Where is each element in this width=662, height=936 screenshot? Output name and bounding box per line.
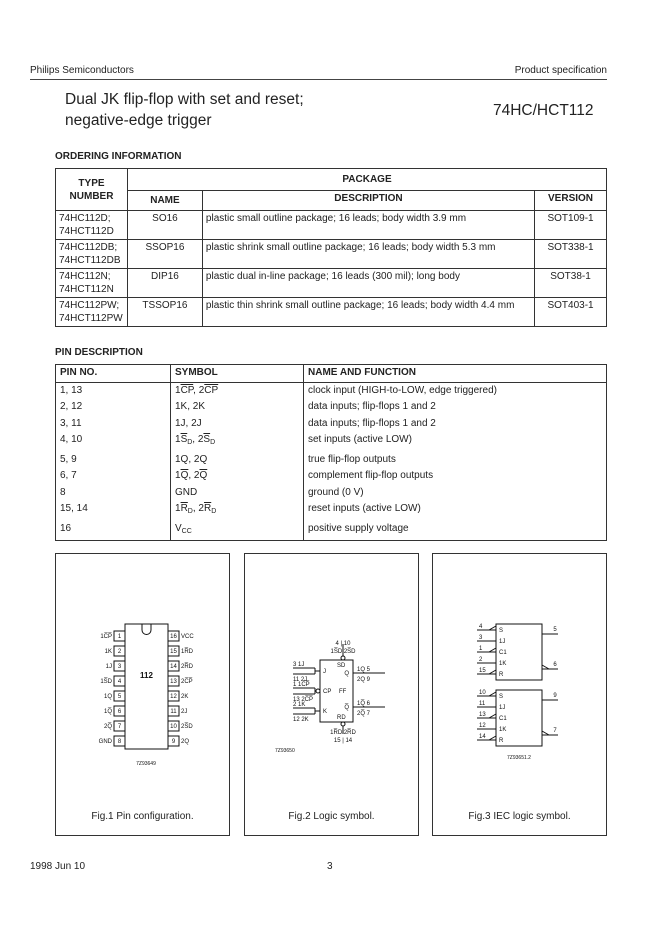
diagram-label: 1S̅D 2S̅D xyxy=(330,649,356,655)
type-number xyxy=(56,269,128,298)
header-rule xyxy=(30,79,607,80)
pin-number: 4 xyxy=(117,679,122,685)
diagram-label: Q̅ xyxy=(344,705,349,711)
pin-label: 1J xyxy=(105,664,112,670)
iec-symbol-diagram xyxy=(433,554,606,804)
table-row xyxy=(56,269,607,298)
symbol-part: $\overline{S}$ xyxy=(203,434,211,445)
pin-function: clock input (HIGH-to-LOW, edge triggered) xyxy=(304,382,607,399)
package-name: TSSOP16 xyxy=(127,298,202,327)
input-label: C1 xyxy=(499,650,507,656)
negation-indicator xyxy=(489,736,496,740)
symbol-part: D xyxy=(187,508,193,515)
diagram-label: 2Q 9 xyxy=(357,677,371,683)
table-row xyxy=(56,485,607,502)
title-line-1: Dual JK flip-flop with set and reset; xyxy=(65,91,304,108)
table-row xyxy=(56,298,607,327)
pin-number: 3, 11 xyxy=(56,416,171,433)
pin-number: 5 xyxy=(117,694,122,700)
fig3-iec-logic-symbol xyxy=(432,553,607,836)
col-version: VERSION xyxy=(535,191,607,211)
table-row xyxy=(56,452,607,469)
col-package: PACKAGE xyxy=(127,169,606,191)
symbol-part: 1K, 2K xyxy=(175,401,206,412)
pin-number: 13 xyxy=(479,712,486,718)
type-hc: 74HC112PW; xyxy=(59,300,120,311)
type-hct: 74HCT112N xyxy=(59,284,114,295)
pin-label: 2S̅D xyxy=(181,724,193,730)
negation-indicator xyxy=(489,626,496,630)
symbol-part: 1 xyxy=(175,434,181,445)
diagram-label: K xyxy=(323,709,328,715)
input-label: S xyxy=(499,694,504,700)
diagram-label: 1Q 5 xyxy=(357,667,371,673)
pin-number: 9 xyxy=(553,693,557,699)
pin-label: 2C̅P̅ xyxy=(181,679,193,685)
pin-number: 5, 9 xyxy=(56,452,171,469)
inversion-circle xyxy=(316,689,320,693)
package-version: SOT109-1 xyxy=(535,211,607,240)
symbol-part: , 2 xyxy=(193,384,205,396)
symbol-part: , 2 xyxy=(188,470,200,481)
package-description: plastic dual in-line package; 16 leads (300 mil); long body xyxy=(202,269,534,298)
ordering-table xyxy=(55,168,607,327)
pin-function: positive supply voltage xyxy=(304,521,607,541)
symbol-part: $\overline{CP}$ xyxy=(204,384,219,396)
table-row xyxy=(56,468,607,485)
symbol-part: 1 xyxy=(175,384,181,396)
negation-indicator xyxy=(489,648,496,652)
symbol-part: $\overline{S}$ xyxy=(180,434,188,445)
pin-number: 14 xyxy=(479,734,486,740)
diagram-label: 4 | 10 xyxy=(335,641,351,647)
pin-symbol xyxy=(171,382,304,399)
symbol-part: D xyxy=(211,508,217,515)
page-number: 3 xyxy=(327,861,333,872)
diagram-label: J xyxy=(323,669,326,675)
figure-code: 7Z93650 xyxy=(275,748,295,754)
package-name: DIP16 xyxy=(127,269,202,298)
pin-label: 2R̅D xyxy=(181,664,194,670)
pin-number: 11 xyxy=(170,709,177,715)
symbol-part: 1 xyxy=(175,503,181,514)
pin-function: reset inputs (active LOW) xyxy=(304,501,607,521)
table-row xyxy=(56,399,607,416)
table-row xyxy=(56,521,607,541)
pin-number: 2, 12 xyxy=(56,399,171,416)
diagram-label: 13 2C̅P̅ xyxy=(293,697,314,703)
input-label: R xyxy=(499,738,504,744)
pin-label: 2K xyxy=(181,694,189,700)
symbol-part: GND xyxy=(175,486,198,498)
type-hct: 74HCT112DB xyxy=(59,255,121,266)
pin-number: 12 xyxy=(170,694,177,700)
chip-body xyxy=(125,624,168,749)
pin-number: 1, 13 xyxy=(56,382,171,399)
package-version: SOT403-1 xyxy=(535,298,607,327)
package-version: SOT338-1 xyxy=(535,240,607,269)
logic-symbol-diagram xyxy=(245,554,418,804)
pin-symbol xyxy=(171,468,304,485)
pin-label: 1C̅P̅ xyxy=(100,634,112,640)
diagram-label: FF xyxy=(339,689,347,695)
fig1-caption: Fig.1 Pin configuration. xyxy=(91,811,194,822)
symbol-part: V xyxy=(175,522,182,534)
pin-label: GND xyxy=(98,739,112,745)
package-name: SSOP16 xyxy=(127,240,202,269)
diagram-label: 12 2K xyxy=(293,717,309,723)
package-description: plastic small outline package; 16 leads; body width 3.9 mm xyxy=(202,211,534,240)
fig2-logic-symbol xyxy=(244,553,419,836)
symbol-part: D xyxy=(210,439,216,446)
pin-number: 3 xyxy=(117,664,122,670)
pin-number: 7 xyxy=(117,724,122,730)
pin-symbol xyxy=(171,501,304,521)
pin-label: 1S̅D xyxy=(100,679,112,685)
diagram-label: 1 1C̅P̅ xyxy=(293,682,310,688)
pin-number: 2 xyxy=(117,649,122,655)
package-description: plastic thin shrink small outline package; 16 leads; body width 4.4 mm xyxy=(202,298,534,327)
fig1-pin-configuration xyxy=(55,553,230,836)
diagram-label: CP xyxy=(323,689,332,695)
pin-number: 14 xyxy=(170,664,177,670)
symbol-part: $\overline{CP}$ xyxy=(180,384,194,396)
pin-number: 10 xyxy=(479,690,486,696)
pin-label: 1Q̅ xyxy=(103,709,112,715)
chip-label: 112 xyxy=(140,671,153,680)
pin-function: true flip-flop outputs xyxy=(304,452,607,469)
negation-indicator xyxy=(489,714,496,718)
diagram-label: 3 1J xyxy=(293,662,305,668)
symbol-part: , 2 xyxy=(192,434,204,445)
pin-number: 16 xyxy=(56,521,171,541)
pin-label: 2J xyxy=(181,709,188,715)
pin-label: 1R̅D xyxy=(181,649,194,655)
symbol-part: D xyxy=(187,439,193,446)
title-line-2: negative-edge trigger xyxy=(65,112,212,129)
type-hc: 74HC112N; xyxy=(59,271,111,282)
pin-number: 16 xyxy=(170,634,177,640)
document-type: Product specification xyxy=(514,65,607,76)
part-number: 74HC/HCT112 xyxy=(493,102,594,119)
diagram-label: 1R̅D 2R̅D xyxy=(330,730,356,736)
pin-number: 9 xyxy=(171,739,176,745)
col-pin: PIN NO. xyxy=(56,365,171,383)
col-function: NAME AND FUNCTION xyxy=(304,365,607,383)
pin-number: 15 xyxy=(170,649,177,655)
input-label: 1K xyxy=(499,727,507,733)
diagram-label: 11 2J xyxy=(293,677,308,683)
pin-diagram xyxy=(56,554,229,804)
ordering-heading: ORDERING INFORMATION xyxy=(55,151,182,162)
type-number xyxy=(56,298,128,327)
pin-number: 1 xyxy=(117,634,122,640)
pin-label: VCC xyxy=(181,634,194,640)
symbol-part: , 2 xyxy=(192,503,204,514)
pin-label: 1Q xyxy=(103,694,112,700)
pin-symbol xyxy=(171,521,304,541)
package-version: SOT38-1 xyxy=(535,269,607,298)
input-label: 1J xyxy=(499,639,506,645)
diagram-label: Q xyxy=(344,671,349,677)
pin-function: data inputs; flip-flops 1 and 2 xyxy=(304,399,607,416)
table-row xyxy=(56,211,607,240)
pin-number: 3 xyxy=(479,635,483,641)
inversion-circle xyxy=(341,656,345,660)
symbol-part: CC xyxy=(181,527,192,535)
input-label: R xyxy=(499,672,504,678)
figure-code: 7Z93649 xyxy=(136,761,156,767)
pin-number: 2 xyxy=(479,657,483,663)
pin-function: data inputs; flip-flops 1 and 2 xyxy=(304,416,607,433)
company-name: Philips Semiconductors xyxy=(30,65,134,76)
package-name: SO16 xyxy=(127,211,202,240)
symbol-part: 1 xyxy=(175,470,181,481)
pin-number: 11 xyxy=(479,701,486,707)
pin-number: 10 xyxy=(170,724,177,730)
pin-number: 13 xyxy=(170,679,177,685)
table-row xyxy=(56,432,607,452)
pin-label: 2Q xyxy=(181,739,190,745)
pin1-notch xyxy=(142,624,151,635)
pin-function: complement flip-flop outputs xyxy=(304,468,607,485)
pin-symbol xyxy=(171,399,304,416)
inversion-circle xyxy=(341,722,345,726)
diagram-label: SD xyxy=(337,663,346,669)
col-type: TYPE NUMBER xyxy=(56,169,128,211)
footer-date: 1998 Jun 10 xyxy=(30,861,86,872)
pin-number: 4 xyxy=(479,624,483,630)
pin-number: 15 xyxy=(479,668,486,674)
type-hc: 74HC112D; xyxy=(59,213,111,224)
diagram-label: RD xyxy=(337,715,346,721)
pin-symbol xyxy=(171,485,304,502)
fig2-caption: Fig.2 Logic symbol. xyxy=(288,811,375,822)
pin-function: set inputs (active LOW) xyxy=(304,432,607,452)
input-label: 1K xyxy=(499,661,507,667)
pin-number: 4, 10 xyxy=(56,432,171,452)
symbol-part: $\overline{Q}$ xyxy=(180,470,189,481)
symbol-part: 1Q, 2Q xyxy=(175,453,208,465)
symbol-part: $\overline{R}$ xyxy=(180,503,188,514)
pin-number: 8 xyxy=(117,739,122,745)
negation-indicator xyxy=(489,670,496,674)
document-title xyxy=(65,89,304,131)
pin-number: 7 xyxy=(553,728,557,734)
table-row xyxy=(56,382,607,399)
input-label: 1J xyxy=(499,705,506,711)
col-symbol: SYMBOL xyxy=(171,365,304,383)
table-row xyxy=(56,240,607,269)
pin-number: 6, 7 xyxy=(56,468,171,485)
type-hct: 74HCT112D xyxy=(59,226,114,237)
diagram-label: 2Q̅ 7 xyxy=(357,711,371,717)
pin-number: 1 xyxy=(479,646,483,652)
pin-number: 8 xyxy=(56,485,171,502)
pin-label: 2Q̅ xyxy=(103,724,112,730)
type-number xyxy=(56,211,128,240)
type-hc: 74HC112DB; xyxy=(59,242,118,253)
negation-indicator xyxy=(542,731,549,735)
table-row xyxy=(56,501,607,521)
pin-label: 1K xyxy=(104,649,112,655)
pin-number: 15, 14 xyxy=(56,501,171,521)
figure-code: 7Z93651.2 xyxy=(507,755,531,761)
pin-number: 6 xyxy=(553,662,557,668)
symbol-part: $\overline{R}$ xyxy=(203,503,212,514)
pin-symbol xyxy=(171,452,304,469)
package-description: plastic shrink small outline package; 16 leads; body width 5.3 mm xyxy=(202,240,534,269)
col-name: NAME xyxy=(127,191,202,211)
symbol-part: $\overline{Q}$ xyxy=(199,470,208,481)
type-hct: 74HCT112PW xyxy=(59,313,123,324)
diagram-label: 2 1K xyxy=(293,702,306,708)
pin-symbol xyxy=(171,416,304,433)
pin-table xyxy=(55,364,607,541)
col-desc: DESCRIPTION xyxy=(202,191,534,211)
pin-number: 6 xyxy=(117,709,122,715)
pin-number: 5 xyxy=(553,627,557,633)
input-label: C1 xyxy=(499,716,507,722)
input-label: S xyxy=(499,628,504,634)
fig3-caption: Fig.3 IEC logic symbol. xyxy=(468,811,571,822)
diagram-label: 15 | 14 xyxy=(333,738,353,744)
table-row xyxy=(56,416,607,433)
pin-number: 12 xyxy=(479,723,486,729)
pin-symbol xyxy=(171,432,304,452)
symbol-part: 1J, 2J xyxy=(175,417,202,429)
pin-heading: PIN DESCRIPTION xyxy=(55,347,143,358)
diagram-label: 1Q̅ 6 xyxy=(357,701,371,707)
negation-indicator xyxy=(489,692,496,696)
pin-function: ground (0 V) xyxy=(304,485,607,502)
negation-indicator xyxy=(542,665,549,669)
type-number xyxy=(56,240,128,269)
